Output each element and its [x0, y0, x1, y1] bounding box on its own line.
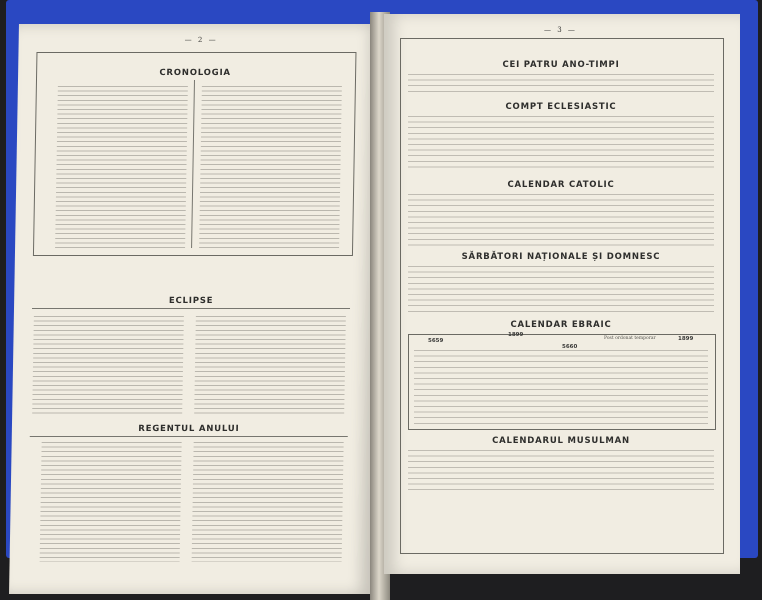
- ebraic-header: Post ordonat temporar: [604, 336, 656, 341]
- ebraic-year-2: 1899: [508, 332, 524, 338]
- ebraic-year-4: 1899: [678, 336, 694, 342]
- ebraic-title: CALENDAR EBRAIC: [510, 320, 612, 330]
- page-number-left: — 2 —: [184, 36, 218, 44]
- cronologia-title: CRONOLOGIA: [159, 68, 231, 78]
- ebraic-rows: [414, 350, 708, 424]
- eclipse-text-right: [194, 316, 346, 414]
- left-page: [9, 24, 381, 594]
- catolic-table: [408, 194, 714, 246]
- ebraic-year-1: 5659: [428, 338, 444, 344]
- cronologia-text-left: [55, 86, 188, 248]
- right-page: [384, 14, 740, 574]
- ebraic-year-3: 5660: [562, 344, 578, 350]
- musulman-title: CALENDARUL MUSULMAN: [492, 436, 630, 446]
- eclipse-text-left: [32, 316, 184, 414]
- anotimpuri-title: CEI PATRU ANO-TIMPI: [502, 60, 620, 70]
- anotimpuri-table: [408, 74, 714, 96]
- musulman-table: [408, 450, 714, 490]
- regentul-title: REGENTUL ANULUI: [138, 424, 240, 434]
- cronologia-text-right: [199, 86, 342, 248]
- eclipse-rule: [32, 308, 350, 309]
- page-number-right: — 3 —: [544, 26, 577, 34]
- catolic-title: CALENDAR CATOLIC: [507, 180, 615, 190]
- sarbatori-table: [408, 266, 714, 312]
- compt-title: COMPT ECLESIASTIC: [505, 102, 617, 112]
- regentul-text-left: [40, 442, 182, 562]
- compt-table: [408, 116, 714, 172]
- sarbatori-title: SĂRBĂTORI NAȚIONALE ȘI DOMNESC: [461, 252, 661, 262]
- regentul-text-right: [192, 442, 344, 562]
- regentul-rule: [30, 436, 348, 437]
- eclipse-title: ECLIPSE: [168, 296, 214, 306]
